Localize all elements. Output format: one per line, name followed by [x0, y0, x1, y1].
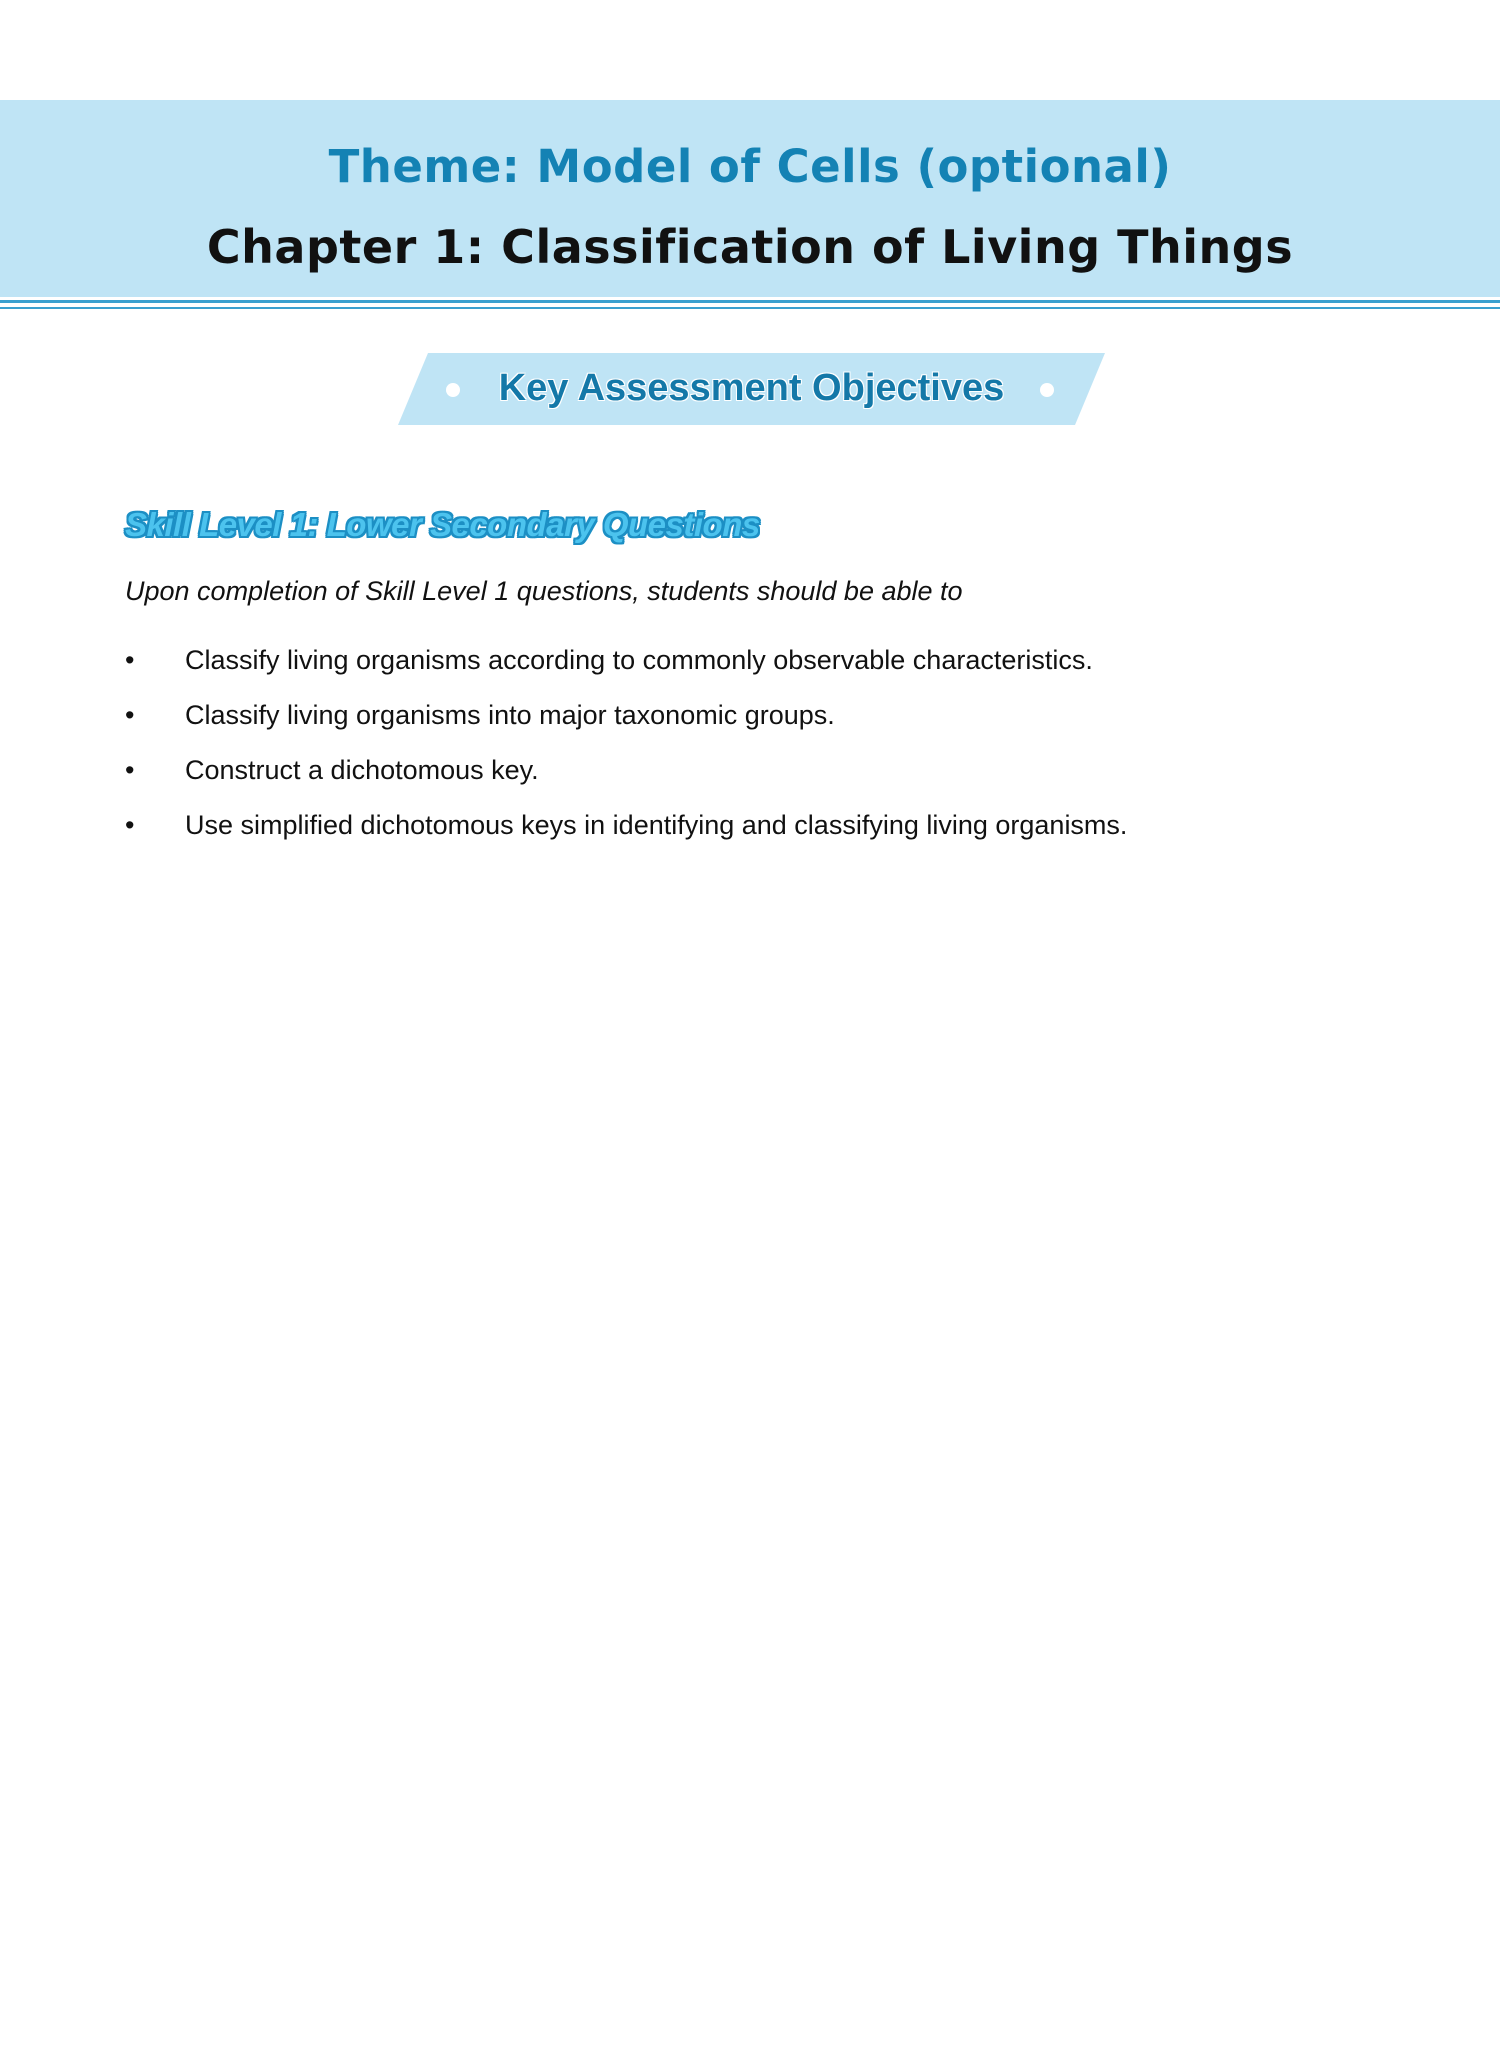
bullet-icon: •	[125, 645, 135, 675]
bullet-dot-icon	[1040, 383, 1054, 397]
objectives-banner	[398, 353, 1105, 425]
objective-text: Construct a dichotomous key.	[185, 755, 539, 785]
bullet-icon: •	[125, 700, 135, 730]
header-rule	[0, 307, 1500, 309]
bullet-icon: •	[125, 810, 135, 840]
chapter-title: Chapter 1: Classification of Living Things	[206, 220, 1294, 274]
objectives-banner-label: Key Assessment Objectives	[498, 367, 1005, 409]
objective-text: Classify living organisms into major taxonomic groups.	[185, 700, 835, 730]
header-rule	[0, 300, 1500, 303]
theme-title: Theme: Model of Cells (optional)	[328, 140, 1172, 193]
skill-level-intro: Upon completion of Skill Level 1 questions, students should be able to	[125, 576, 963, 606]
bullet-icon: •	[125, 755, 135, 785]
objective-text: Classify living organisms according to commonly observable characteristics.	[185, 645, 1093, 675]
skill-level-heading: Skill Level 1: Lower Secondary Questions	[125, 506, 760, 543]
objective-text: Use simplified dichotomous keys in identifying and classifying living organisms.	[185, 810, 1128, 840]
